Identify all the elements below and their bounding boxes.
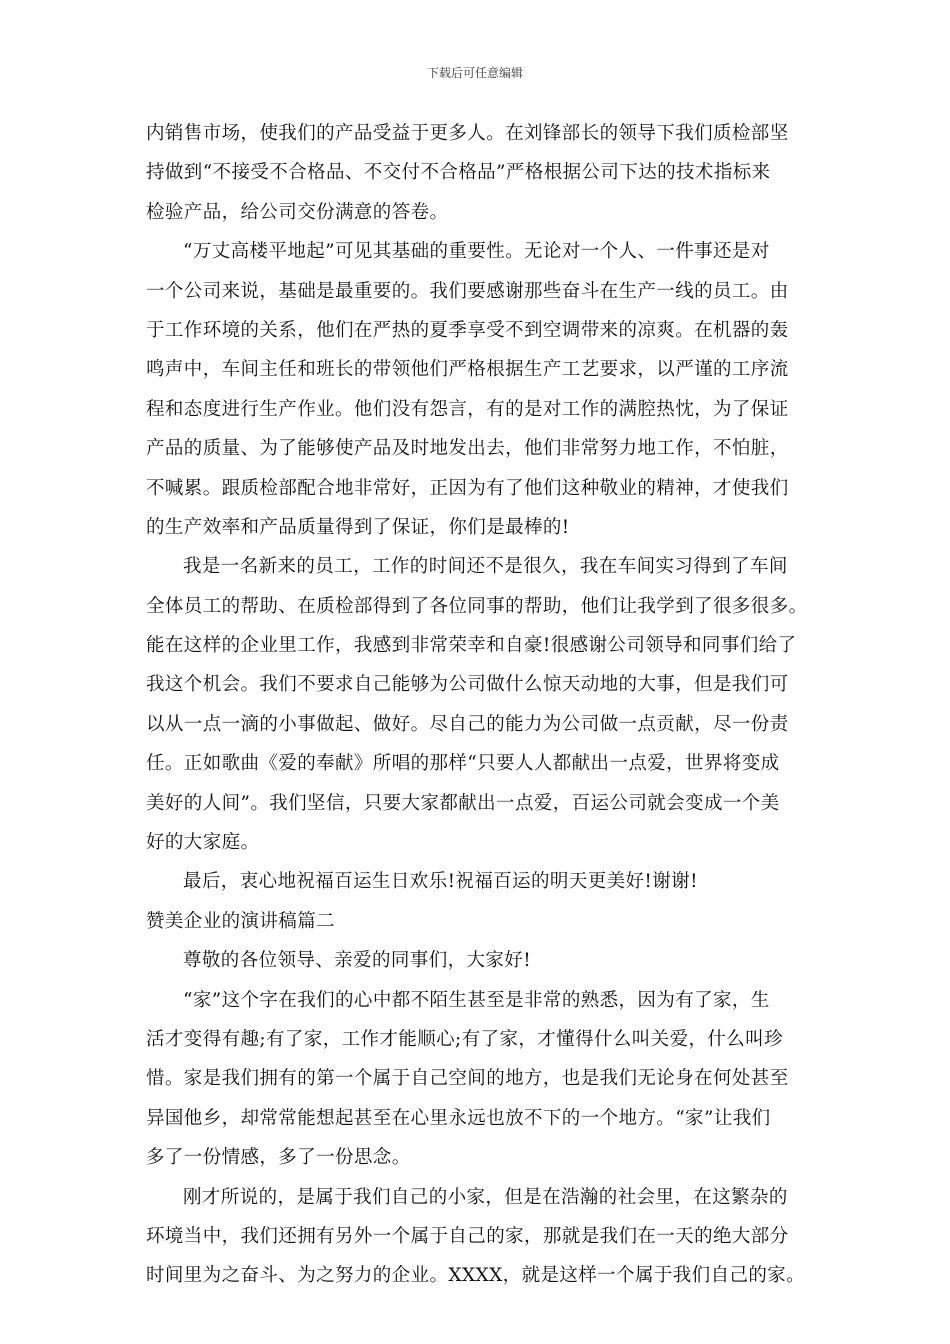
text-line: 全体员工的帮助、在质检部得到了各位同事的帮助，他们让我学到了很多很多。 — [146, 595, 808, 617]
text-line: 我这个机会。我们不要求自己能够为公司做什么惊天动地的大事，但是我们可 — [146, 674, 789, 696]
text-line: 时间里为之奋斗、为之努力的企业。XXXX，就是这样一个属于我们自己的家。 — [146, 1265, 806, 1287]
text-line: “家”这个字在我们的心中都不陌生甚至是非常的熟悉，因为有了家，生 — [183, 989, 770, 1011]
text-line: 内销售市场，使我们的产品受益于更多人。在刘锋部长的领导下我们质检部坚 — [146, 123, 789, 144]
text-line: 检验产品，给公司交份满意的答卷。 — [146, 201, 449, 223]
text-line: 赞美企业的演讲稿篇二 — [146, 910, 336, 932]
text-line: 多了一份情感，多了一份思念。 — [146, 1147, 411, 1169]
text-line: “万丈高楼平地起”可见其基础的重要性。无论对一个人、一件事还是对 — [183, 241, 770, 263]
text-line: 产品的质量、为了能够使产品及时地发出去，他们非常努力地工作，不怕脏， — [146, 438, 789, 460]
text-line: 我是一名新来的员工，工作的时间还不是很久，我在车间实习得到了车间 — [183, 556, 788, 578]
text-line: 一个公司来说，基础是最重要的。我们要感谢那些奋斗在生产一线的员工。由 — [146, 280, 789, 302]
text-line: 环境当中，我们还拥有另外一个属于自己的家，那就是我们在一天的绝大部分 — [146, 1225, 789, 1247]
text-line: 尊敬的各位领导、亲爱的同事们，大家好! — [183, 950, 532, 972]
text-line: 异国他乡，却常常能想起甚至在心里永远也放不下的一个地方。“家”让我们 — [146, 1107, 771, 1129]
text-line: 程和态度进行生产作业。他们没有怨言，有的是对工作的满腔热忱，为了保证 — [146, 398, 789, 420]
document-body — [146, 114, 806, 1296]
text-line: 以从一点一滴的小事做起、做好。尽自己的能力为公司做一点贡献，尽一份责 — [146, 713, 789, 735]
text-line: 不喊累。跟质检部配合地非常好，正因为有了他们这种敬业的精神，才使我们 — [146, 477, 789, 499]
text-line: 好的大家庭。 — [146, 832, 260, 854]
text-line: 最后，衷心地祝福百运生日欢乐!祝福百运的明天更美好!谢谢! — [183, 871, 698, 893]
text-line: 于工作环境的关系，他们在严热的夏季享受不到空调带来的凉爽。在机器的轰 — [146, 319, 789, 341]
text-line: 持做到“不接受不合格品、不交付不合格品”严格根据公司下达的技术指标来 — [146, 162, 771, 184]
text-line: 鸣声中，车间主任和班长的带领他们严格根据生产工艺要求，以严谨的工序流 — [146, 359, 789, 381]
text-line: 任。正如歌曲《爱的奉献》所唱的那样“只要人人都献出一点爱，世界将变成 — [146, 753, 780, 775]
text-line: 刚才所说的，是属于我们自己的小家，但是在浩瀚的社会里，在这繁杂的 — [183, 1186, 788, 1208]
text-line: 活才变得有趣;有了家，工作才能顺心;有了家，才懂得什么叫关爱，什么叫珍 — [146, 1028, 783, 1050]
page-header: 下载后可任意编辑 — [426, 66, 523, 80]
text-line: 惜。家是我们拥有的第一个属于自己空间的地方，也是我们无论身在何处甚至 — [146, 1068, 789, 1090]
text-line: 的生产效率和产品质量得到了保证，你们是最棒的! — [146, 516, 570, 538]
text-line: 能在这样的企业里工作，我感到非常荣幸和自豪!很感谢公司领导和同事们给了 — [146, 635, 797, 657]
text-line: 美好的人间”。我们坚信，只要大家都献出一点爱，百运公司就会变成一个美 — [146, 792, 780, 814]
